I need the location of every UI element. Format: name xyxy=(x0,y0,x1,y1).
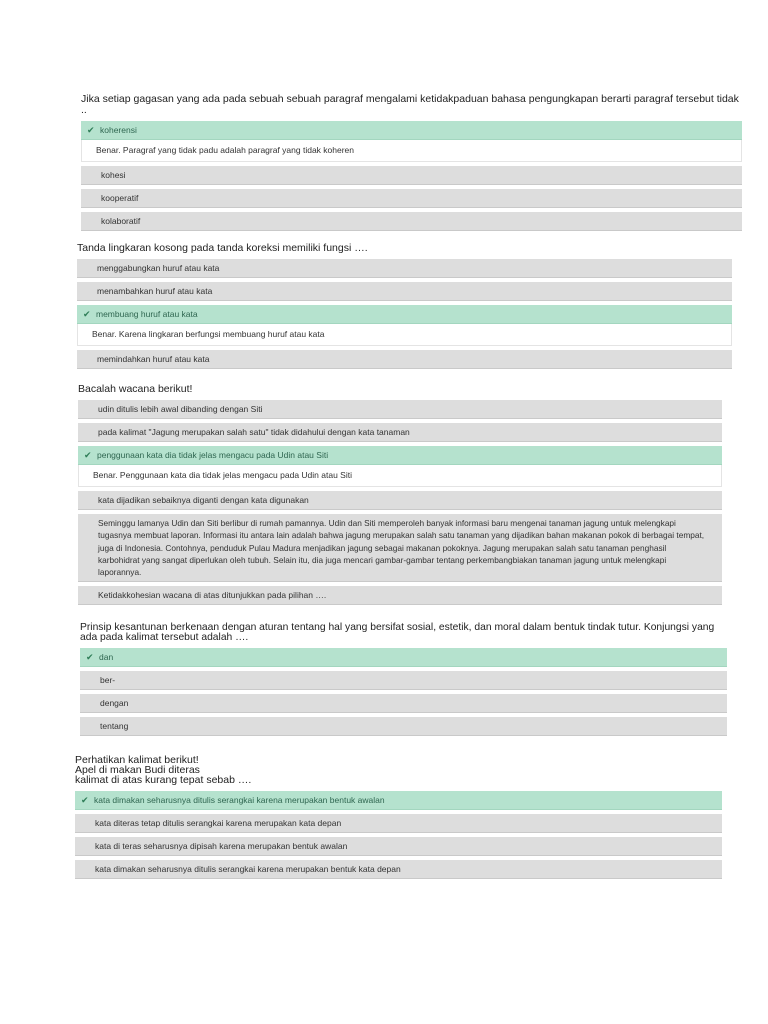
reading-passage: Seminggu lamanya Udin dan Siti berlibur di rumah pamannya. Udin dan Siti memperoleh banyak informasi baru mengenai tanaman jagung untuk melengkapi tugasnya membuat laporan. Informasi itu antara lain adalah bahwa jagung merupakan salah satu tanaman yang dijadikan bahan makanan pokok di berbagai tempat, juga di Indonesia. Contohnya, penduduk Pulau Madura menjadikan jagung sebagai makanan pokoknya. Jagung merupakan salah satu tanaman penghasil karbohidrat yang sangat diperlukan oleh tubuh. Selain itu, dia juga mencari gambar-gambar tentang perkembangbiakan tanaman jagung untuk melengkapi laporannya. xyxy=(78,514,722,582)
check-icon: ✔ xyxy=(81,795,89,805)
check-icon: ✔ xyxy=(83,309,91,319)
answer-option-correct[interactable] xyxy=(81,121,742,140)
answer-option-correct[interactable] xyxy=(77,305,732,324)
answer-option[interactable]: ber- xyxy=(80,671,727,690)
answer-option[interactable]: udin ditulis lebih awal dibanding dengan Siti xyxy=(78,400,722,419)
answer-option[interactable]: memindahkan huruf atau kata xyxy=(77,350,732,369)
answer-option[interactable]: menambahkan huruf atau kata xyxy=(77,282,732,301)
answer-option[interactable]: menggabungkan huruf atau kata xyxy=(77,259,732,278)
question-text: Jika setiap gagasan yang ada pada sebuah sebuah paragraf mengalami ketidakpaduan bahasa pengungkapan berarti paragraf tersebut tidak .. xyxy=(81,93,739,116)
answer-option[interactable]: kooperatif xyxy=(81,189,742,208)
answer-option[interactable]: tentang xyxy=(80,717,727,736)
question-1 xyxy=(81,94,742,235)
question-5 xyxy=(75,755,722,883)
question-text: Prinsip kesantunan berkenaan dengan aturan tentang hal yang bersifat sosial, estetik, dan moral dalam bentuk tindak tutur. Konjungsi yang ada pada kalimat tersebut adalah …. xyxy=(80,622,715,643)
option-label: koherensi xyxy=(100,125,137,135)
check-icon: ✔ xyxy=(87,125,95,135)
question-text: Tanda lingkaran kosong pada tanda koreksi memiliki fungsi …. xyxy=(77,242,368,254)
question-3 xyxy=(78,384,722,609)
question-4 xyxy=(80,623,727,740)
answer-option[interactable]: pada kalimat "Jagung merupakan salah satu" tidak didahului dengan kata tanaman xyxy=(78,423,722,442)
question-prompt: Ketidakkohesian wacana di atas ditunjukkan pada pilihan …. xyxy=(78,586,722,605)
answer-option-correct[interactable] xyxy=(78,446,722,465)
answer-option-correct[interactable] xyxy=(75,791,722,810)
question-line: Perhatikan kalimat berikut! xyxy=(75,754,199,766)
question-2 xyxy=(77,243,732,373)
answer-feedback: Benar. Penggunaan kata dia tidak jelas mengacu pada Udin atau Siti xyxy=(78,465,722,487)
answer-option-correct[interactable] xyxy=(80,648,727,667)
check-icon: ✔ xyxy=(84,450,92,460)
answer-option[interactable]: kohesi xyxy=(81,166,742,185)
question-text xyxy=(75,755,722,785)
question-line: Apel di makan Budi diteras xyxy=(75,764,200,776)
answer-option[interactable]: kata diteras tetap ditulis serangkai karena merupakan kata depan xyxy=(75,814,722,833)
option-label: dan xyxy=(99,652,114,662)
answer-feedback: Benar. Karena lingkaran berfungsi membuang huruf atau kata xyxy=(77,324,732,346)
check-icon: ✔ xyxy=(86,652,94,662)
answer-option[interactable]: kata di teras seharusnya dipisah karena merupakan bentuk awalan xyxy=(75,837,722,856)
question-text: Bacalah wacana berikut! xyxy=(78,383,193,395)
answer-option[interactable]: kolaboratif xyxy=(81,212,742,231)
answer-option[interactable]: dengan xyxy=(80,694,727,713)
question-line: kalimat di atas kurang tepat sebab …. xyxy=(75,774,252,786)
option-label: membuang huruf atau kata xyxy=(96,309,198,319)
answer-option[interactable]: kata dimakan seharusnya ditulis serangkai karena merupakan bentuk kata depan xyxy=(75,860,722,879)
answer-feedback: Benar. Paragraf yang tidak padu adalah paragraf yang tidak koheren xyxy=(81,140,742,162)
answer-option[interactable]: kata dijadikan sebaiknya diganti dengan kata digunakan xyxy=(78,491,722,510)
option-label: penggunaan kata dia tidak jelas mengacu pada Udin atau Siti xyxy=(97,450,329,460)
option-label: kata dimakan seharusnya ditulis serangkai karena merupakan bentuk awalan xyxy=(94,795,385,805)
